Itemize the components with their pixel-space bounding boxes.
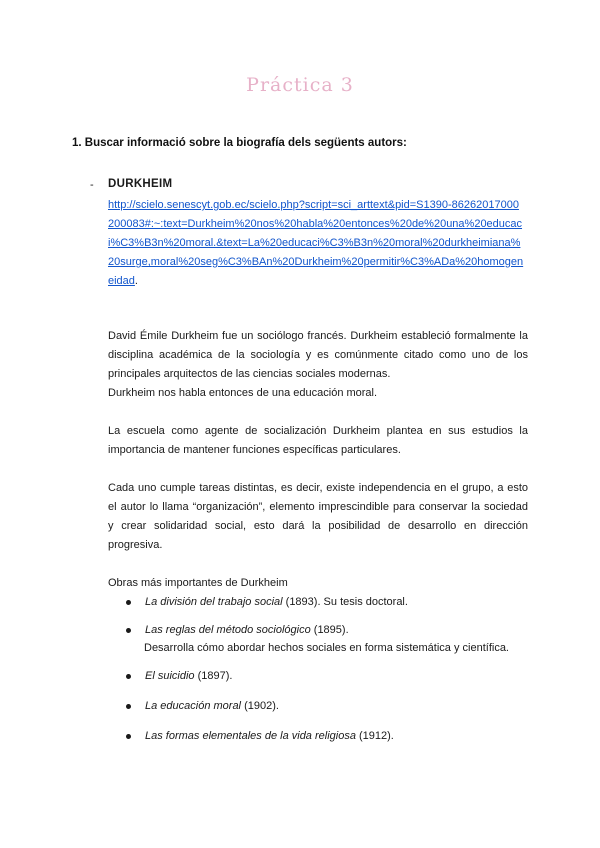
work-detail: (1895). (310, 624, 349, 636)
para3-line: Cada uno cumple tareas distintas, es decir, existe independencia en el grupo, a esto (108, 482, 528, 494)
work-title: Las formas elementales de la vida religiosa (145, 730, 356, 742)
list-dash: - (90, 179, 94, 191)
work-title: La división del trabajo social (145, 596, 283, 608)
work-title: Las reglas del método sociológico (145, 624, 311, 636)
work-detail: (1893). Su tesis doctoral. (282, 596, 408, 608)
link-tail: . (134, 275, 138, 287)
para1-line: David Émile Durkheim fue un sociólogo francés. Durkheim estableció formalmente la (108, 330, 528, 342)
work-note: Desarrolla cómo abordar hechos sociales en forma sistemática y científica. (144, 642, 509, 654)
author-name: DURKHEIM (108, 178, 173, 190)
link-line: eidad (108, 275, 135, 287)
work-detail: (1902). (241, 700, 279, 712)
para1-line: Durkheim nos habla entonces de una educación moral. (108, 387, 378, 399)
works-intro: Obras más importantes de Durkheim (108, 577, 288, 589)
para2-line: importancia de mantener funciones específicas particulares. (108, 444, 401, 456)
work-title: El suicidio (145, 670, 195, 682)
bullet-icon (126, 600, 131, 605)
source-link-block (108, 196, 528, 291)
para1-line: principales arquitectos de las ciencias sociales modernas. (108, 368, 391, 380)
work-title: La educación moral (145, 700, 242, 712)
para3-line: y crear solidaridad social, esto dará la posibilidad de desarrollo en dirección (108, 520, 528, 532)
para3-line: el autor lo llama “organización”, elemento imprescindible para conservar la sociedad (108, 501, 528, 513)
para3-line: progresiva. (108, 539, 163, 551)
page-title: Práctica 3 (246, 74, 354, 96)
bullet-icon (126, 674, 131, 679)
bullet-icon (126, 628, 131, 633)
section-heading: 1. Buscar informació sobre la biografía dels següents autors: (72, 137, 407, 149)
link-line: i%C3%B3n%20moral.&text=La%20educaci%C3%B3n%20moral%20durkheimiana% (108, 237, 521, 249)
para1-line: disciplina académica de la sociología y es comúnmente citado como uno de los (108, 349, 528, 361)
work-detail: (1897). (194, 670, 233, 682)
link-line: 20surge,moral%20seg%C3%BAn%20Durkheim%20permitir%C3%ADa%20homogen (108, 256, 524, 268)
link-line: http://scielo.senescyt.gob.ec/scielo.php?script=sci_arttext&pid=S1390-86262017000 (108, 199, 519, 211)
work-detail: (1912). (355, 730, 394, 742)
source-link[interactable] (108, 199, 523, 287)
link-line: 200083#:~:text=Durkheim%20nos%20habla%20entonces%20de%20una%20educac (108, 218, 523, 230)
para2-line: La escuela como agente de socialización Durkheim plantea en sus estudios la (108, 425, 528, 437)
bullet-icon (126, 704, 131, 709)
bullet-icon (126, 734, 131, 739)
